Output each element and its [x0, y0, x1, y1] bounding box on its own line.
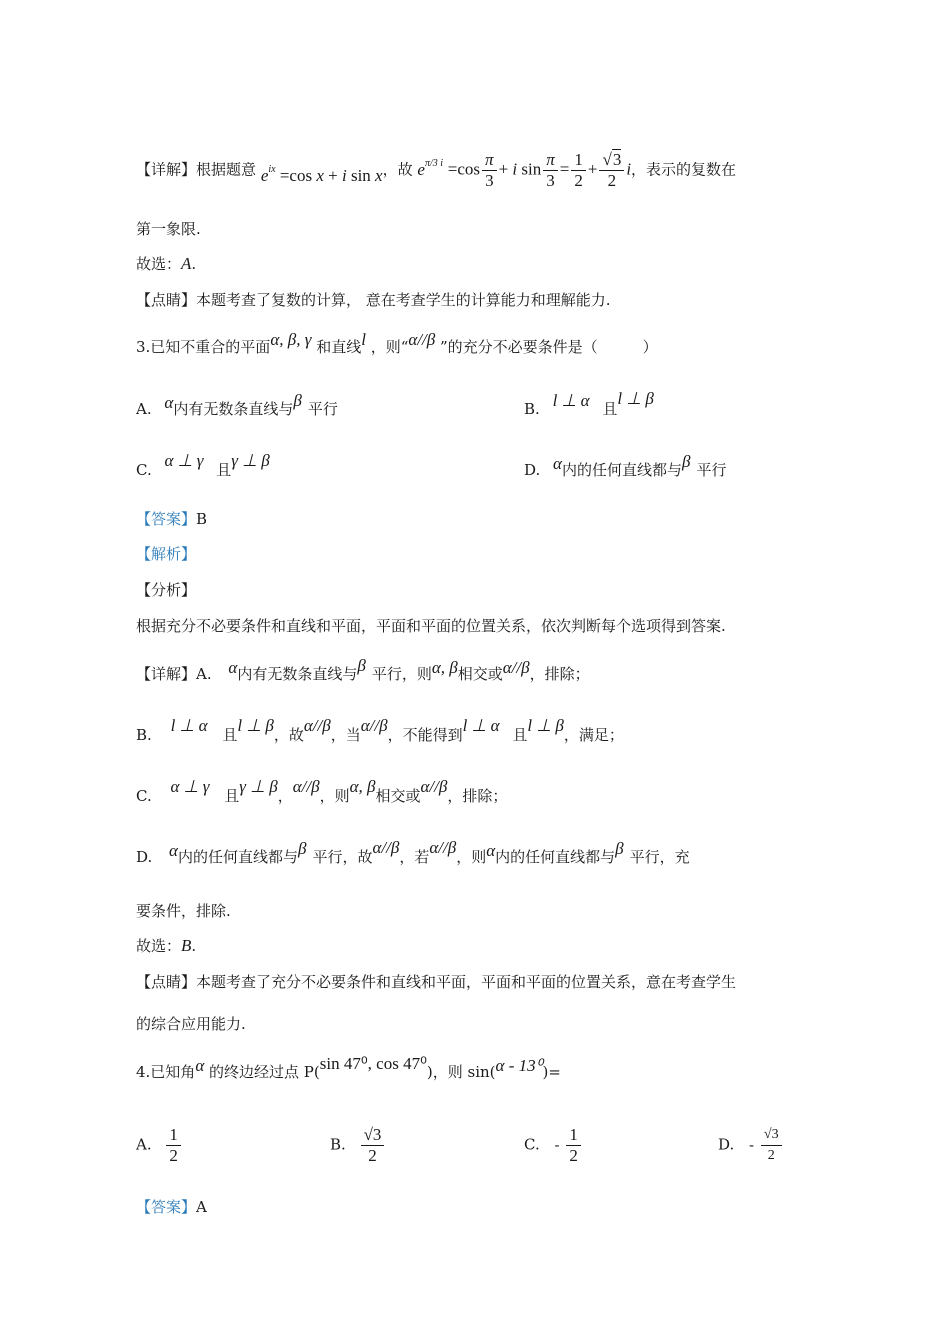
point-coords: sin 47⁰, cos 47⁰ [319, 1054, 427, 1073]
condition-symbol: α//β [408, 330, 436, 349]
text: 平行，则 [371, 665, 432, 683]
comment-tag: 【点睛】 [136, 973, 197, 991]
option-label: D. [718, 1135, 735, 1154]
math: l ⊥ α [170, 716, 208, 735]
q3-stem [136, 330, 658, 358]
line-symbol: l [361, 330, 366, 349]
pi-over-3: $\frac{\pi}{3}$ [482, 150, 497, 191]
text: 3.已知不重合的平面 [136, 338, 271, 356]
choose-answer: A [181, 254, 192, 273]
text: ，故 [382, 160, 413, 179]
comment-text: 本题考查了复数的计算， 意在考查学生的计算能力和理解能力. [196, 291, 611, 309]
text: 的终边经过点 P( [209, 1063, 320, 1081]
text: 且 [512, 726, 528, 744]
math: γ ⊥ β [239, 777, 278, 796]
option-label: B. [136, 726, 152, 744]
text: 内的任何直线都与 [495, 848, 616, 866]
q4-option-c[interactable] [524, 1125, 583, 1166]
denominator: 2 [368, 1146, 377, 1165]
text: ，故 [273, 726, 304, 744]
one-half: $\frac{1}{2}$ [571, 150, 586, 191]
math: β [615, 839, 624, 858]
planes-symbol: α, β, γ [270, 330, 312, 349]
math: α [164, 393, 174, 412]
q3-detail-d-cont: 要条件，排除. [136, 902, 231, 920]
option-label: A. [136, 1135, 152, 1154]
option-label: D. [136, 848, 153, 866]
q2-detail-line2: 第一象限. [136, 220, 201, 238]
q4-stem [136, 1054, 561, 1083]
option-label: A. [196, 665, 212, 683]
numerator: √3 [361, 1125, 385, 1146]
text: ，不能得到 [387, 726, 463, 744]
text: 平行，故 [312, 848, 373, 866]
math: α [228, 658, 238, 677]
text: ，则“ [370, 338, 409, 356]
sign: - [554, 1135, 560, 1154]
text: 相交或 [375, 787, 421, 805]
q3-option-c[interactable] [136, 451, 270, 481]
text: 4.已知角 [136, 1063, 196, 1081]
option-label: D. [524, 461, 541, 479]
q3-fenxi-tag: 【分析】 [136, 581, 197, 599]
math: α//β [303, 716, 331, 735]
text: 内的任何直线都与 [177, 848, 298, 866]
denominator: 2 [569, 1146, 578, 1165]
option-label: B. [330, 1135, 346, 1154]
math: l ⊥ β [527, 716, 564, 735]
q4-answer [136, 1196, 207, 1218]
equals: = [559, 159, 570, 179]
math: α [553, 454, 562, 473]
comment-tag: 【点睛】 [136, 291, 197, 309]
text: 内有无数条直线与 [237, 665, 358, 683]
imag-i: i [626, 159, 632, 179]
denominator: 2 [169, 1146, 178, 1165]
q3-fenxi-text: 根据充分不必要条件和直线和平面，平面和平面的位置关系，依次判断每个选项得到答案. [136, 617, 726, 635]
text: 且 [222, 726, 238, 744]
math: β [293, 391, 302, 410]
plus-i-sin: + i sin [498, 159, 542, 179]
detail-tag: 【详解】 [136, 160, 197, 179]
fraction [761, 1125, 782, 1166]
math: β [682, 452, 691, 471]
text: ，排除； [529, 665, 590, 683]
math: α - 13⁰ [495, 1056, 543, 1075]
q3-comment-2: 的综合应用能力. [136, 1015, 246, 1033]
math: α, β [431, 658, 458, 677]
math: α [195, 1056, 205, 1075]
fraction [566, 1125, 581, 1166]
text: 和直线 [316, 338, 362, 356]
q3-detail-b [136, 716, 624, 746]
fraction [166, 1125, 181, 1166]
text: ”的充分不必要条件是（ ） [440, 338, 658, 356]
math: α ⊥ γ [170, 777, 210, 796]
text: ，排除； [447, 787, 508, 805]
sqrt3-over-2: $\frac{√3}{2}$ [599, 150, 624, 191]
text: ，满足； [563, 726, 624, 744]
q3-option-d[interactable] [524, 452, 727, 481]
text: ，则 [319, 787, 350, 805]
q4-option-d[interactable] [718, 1125, 784, 1166]
q2-choose: 故选：A. [136, 254, 197, 273]
option-label: C. [136, 461, 152, 479]
math: α//β [372, 838, 400, 857]
text: 平行，充 [629, 848, 690, 866]
euler-formula-rhs: =cos x + i sin x [275, 165, 383, 185]
option-label: C. [136, 787, 152, 805]
q4-option-b[interactable] [330, 1125, 386, 1166]
q4-option-a[interactable] [136, 1125, 183, 1166]
math: α//β [420, 777, 448, 796]
text: 且 [216, 461, 232, 479]
math: α//β [429, 838, 457, 857]
answer-tag: 【答案】 [136, 510, 197, 528]
text: 且 [602, 400, 618, 418]
math: α//β [292, 777, 320, 796]
q3-comment-1 [136, 971, 736, 993]
math: α [169, 841, 178, 860]
exp-term: $e^{\pi/3 i}$ [417, 157, 444, 179]
q3-detail-c [136, 777, 508, 807]
q3-answer [136, 508, 207, 530]
q3-choose: 故选：B. [136, 936, 197, 955]
math: l ⊥ α [552, 391, 590, 410]
text: 平行 [307, 400, 338, 418]
option-label: C. [524, 1135, 540, 1154]
numerator: 1 [566, 1125, 581, 1146]
answer-value: A [196, 1198, 207, 1216]
choose-answer: B [181, 936, 192, 955]
math: α ⊥ γ [164, 451, 204, 470]
q2-comment [136, 289, 611, 311]
numerator: √3 [761, 1125, 782, 1146]
text: 内的任何直线都与 [561, 461, 682, 479]
text: )，则 sin( [426, 1063, 496, 1081]
text: 平行 [696, 461, 727, 479]
text: ， [277, 787, 293, 805]
text: ，若 [399, 848, 430, 866]
math: α//β [360, 716, 388, 735]
eq-cos: =cos [447, 159, 481, 179]
math: β [298, 839, 307, 858]
q3-option-b[interactable] [524, 389, 654, 420]
choose-label: 故选： [136, 937, 182, 955]
math: l ⊥ β [617, 389, 654, 408]
text: 相交或 [457, 665, 503, 683]
plus: + [587, 159, 598, 179]
fraction [361, 1125, 385, 1166]
text: ，当 [330, 726, 361, 744]
text: )= [542, 1063, 561, 1081]
choose-label: 故选： [136, 255, 182, 273]
math: α [486, 841, 496, 860]
q3-detail-d [136, 838, 690, 868]
q2-detail-line [136, 150, 736, 191]
pi-over-3b: $\frac{\pi}{3}$ [543, 150, 558, 191]
math: l ⊥ β [237, 716, 274, 735]
text: 根据题意 [196, 160, 257, 179]
text: ，则 [456, 848, 487, 866]
comment-text: 本题考查了充分不必要条件和直线和平面，平面和平面的位置关系，意在考查学生 [196, 973, 737, 991]
text: ，表示的复数在 [631, 160, 737, 179]
math: l ⊥ α [462, 716, 500, 735]
text: 内有无数条直线与 [173, 400, 294, 418]
answer-value: B [196, 510, 208, 528]
math: β [357, 656, 366, 675]
option-label: A. [136, 400, 152, 418]
detail-tag: 【详解】 [136, 665, 197, 683]
numerator: 1 [166, 1125, 181, 1146]
q3-option-a[interactable] [136, 391, 338, 420]
math: γ ⊥ β [231, 451, 270, 470]
sign: - [749, 1135, 755, 1154]
euler-formula: $e^{ix}$ [260, 163, 276, 185]
q3-analysis-tag: 【解析】 [136, 545, 197, 563]
math: α//β [502, 658, 530, 677]
q3-detail-a [136, 656, 590, 685]
math: α, β [349, 777, 376, 796]
option-label: B. [524, 400, 540, 418]
answer-tag: 【答案】 [136, 1198, 197, 1216]
denominator: 2 [767, 1148, 775, 1163]
text: 且 [224, 787, 240, 805]
